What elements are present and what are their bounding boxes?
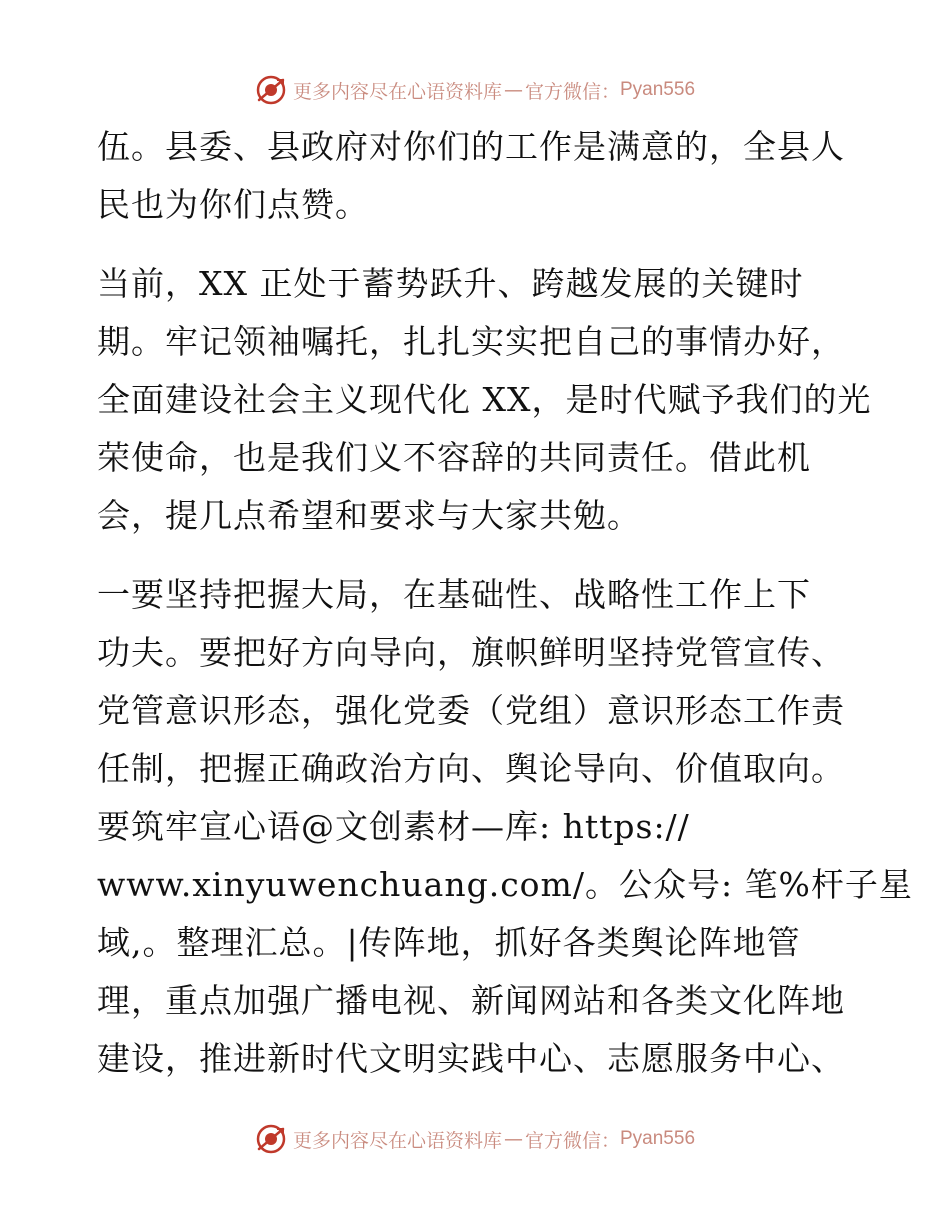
text-line: www.xinyuwenchuang.com/。公众号: 笔%杆子星 (97, 865, 913, 904)
text-line: 当前，XX 正处于蓄势跃升、跨越发展的关键时 (97, 264, 804, 303)
text-line: 建设，推进新时代文明实践中心、志愿服务中心、 (97, 1039, 845, 1078)
text-line: 期。牢记领袖嘱托，扎扎实实把自己的事情办好， (97, 322, 845, 361)
watermark-site-text: 更多内容尽在心语资料库 (292, 1129, 502, 1152)
paragraph-2 (97, 255, 872, 545)
paragraph-3 (97, 566, 913, 1088)
watermark-site-text: 更多内容尽在心语资料库 (292, 80, 502, 103)
text-line: 会，提几点希望和要求与大家共勉。 (97, 496, 641, 535)
text-line: 一要坚持把握大局，在基础性、战略性工作上下 (97, 575, 811, 614)
watermark-wechat-id: Pyan556 (620, 1128, 696, 1149)
text-line: 民也为你们点赞。 (97, 185, 369, 224)
text-line: 功夫。要把好方向导向，旗帜鲜明坚持党管宣传、 (97, 633, 845, 672)
text-line: 伍。县委、县政府对你们的工作是满意的，全县人 (97, 127, 845, 166)
watermark-wechat-label: 官方微信： (524, 1129, 620, 1152)
header-watermark (0, 70, 950, 110)
watermark-wechat-id: Pyan556 (620, 79, 696, 100)
watermark-separator: — (503, 79, 523, 101)
watermark-separator: — (503, 1128, 523, 1150)
text-line: 任制，把握正确政治方向、舆论导向、价值取向。 (97, 749, 845, 788)
paragraph-1 (97, 118, 867, 234)
text-line: 党管意识形态，强化党委（党组）意识形态工作责 (97, 691, 845, 730)
pen-logo-icon (255, 74, 287, 106)
text-line: 全面建设社会主义现代化 XX，是时代赋予我们的光 (97, 380, 872, 419)
document-body (97, 118, 913, 1088)
watermark-wechat-label: 官方微信： (524, 80, 620, 103)
pen-logo-icon (255, 1123, 287, 1155)
text-line: 要筑牢宣心语@文创素材—库: https:// (97, 807, 690, 846)
text-line: 域,。整理汇总。|传阵地，抓好各类舆论阵地管 (97, 923, 801, 962)
text-line: 荣使命，也是我们义不容辞的共同责任。借此机 (97, 438, 811, 477)
text-line: 理，重点加强广播电视、新闻网站和各类文化阵地 (97, 981, 845, 1020)
footer-watermark (0, 1119, 950, 1159)
